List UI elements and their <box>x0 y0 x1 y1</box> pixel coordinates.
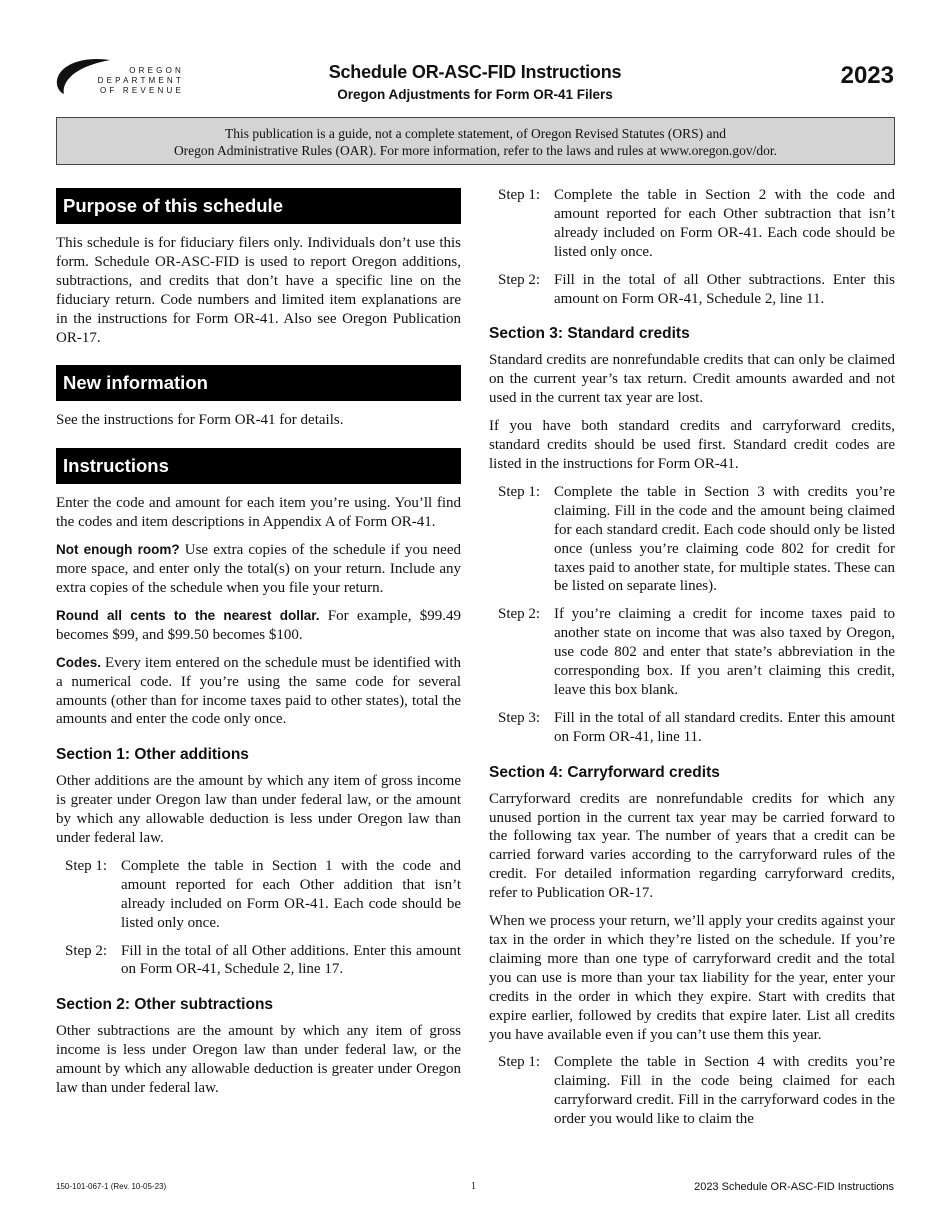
section-3-step-1 <box>489 483 895 596</box>
section-3-step-3 <box>489 709 895 747</box>
instructions-paragraph: Enter the code and amount for each item you’re using. You’ll find the codes and item descriptions in Appendix A of Form OR-41. <box>56 495 461 531</box>
step-text: Fill in the total of all Other subtractions. Enter this amount on Form OR-41, Schedule 2, line 11. <box>554 271 895 307</box>
purpose-paragraph: This schedule is for fiduciary filers only. Individuals don’t use this form. Schedule OR-ASC-FID is used to report Oregon additions, subtractions, and credits that don’t have a specific line on the fiduciary return. Code numbers and limited item explanations are in the instructions for Form OR-41. Also see Oregon Publication OR-17. <box>56 235 461 346</box>
not-enough-room-paragraph <box>56 541 461 598</box>
step-label: Step 2: <box>498 271 541 288</box>
new-information-paragraph: See the instructions for Form OR-41 for details. <box>56 412 344 429</box>
section-3-heading: Section 3: Standard credits <box>489 325 690 343</box>
section-2-step-1 <box>489 186 895 262</box>
section-2-step-2 <box>489 271 895 309</box>
codes-text: Every item entered on the schedule must be identified with a numerical code. If you’re using the same code for several amounts (other than for income taxes paid to other states), total the amounts and enter the code only once. <box>56 654 461 728</box>
logo-line-oregon: OREGON <box>129 66 184 75</box>
logo-line-department: DEPARTMENT <box>97 76 184 85</box>
step-label: Step 1: <box>498 187 541 203</box>
section-3-step-2 <box>489 605 895 700</box>
section-4-paragraph-2: When we process your return, we’ll apply your credits against your tax in the order in which they’re listed on the schedule. If you’re claiming more than one type of carryforward credit and the total you can use is more than your tax liability for the year, enter your credits in the order in which they expire. Start with credits that expire earlier, followed by credits that expire later. List all credits you have available even if you can’t use them this year. <box>489 913 895 1043</box>
codes-paragraph <box>56 654 461 730</box>
section-1-paragraph: Other additions are the amount by which any item of gross income is greater under Oregon law than under federal law, or the amount by which any allowable deduction is less under Oregon law than under federal law. <box>56 773 461 847</box>
new-information-heading: New information <box>56 365 461 401</box>
rounding-lead: Round all cents to the nearest dollar. <box>56 607 320 623</box>
step-label: Step 1: <box>498 1054 541 1071</box>
right-column <box>489 186 895 1138</box>
document-subtitle: Oregon Adjustments for Form OR-41 Filers <box>337 87 613 102</box>
rounding-text: For example, $99.49 becomes $99, and $99.50 becomes $100. <box>56 607 461 643</box>
section-1-step-1 <box>56 857 461 933</box>
notice-line-1: This publication is a guide, not a complete statement, of Oregon Revised Statutes (ORS) and <box>225 126 726 141</box>
section-1-heading: Section 1: Other additions <box>56 746 249 764</box>
oregon-dor-logo <box>54 54 194 104</box>
section-2-paragraph: Other subtractions are the amount by which any item of gross income is less under Oregon law than under federal law, or the amount by which any allowable deduction is greater under Oregon law than under federal law. <box>56 1023 461 1097</box>
step-text: Complete the table in Section 1 with the code and amount reported for each Other addition that isn’t already included on Form OR-41. Each code should be listed only once. <box>121 857 461 931</box>
left-column <box>56 188 461 1107</box>
section-2-heading: Section 2: Other subtractions <box>56 996 274 1014</box>
step-text: Complete the table in Section 3 with credits you’re claiming. Fill in the code and the amount being claimed for each standard credit. Each code should only be listed once (unless you’re claiming code 802 for credit for taxes paid to another state, for multiple states. These can be listed on separate lines). <box>554 483 895 595</box>
step-text: Complete the table in Section 2 with the code and amount reported for each Other subtraction that isn’t already included on Form OR-41. Each code should be listed only once. <box>554 187 895 260</box>
step-label: Step 2: <box>65 942 108 959</box>
footer-document-name: 2023 Schedule OR-ASC-FID Instructions <box>694 1181 894 1193</box>
step-label: Step 1: <box>498 483 541 500</box>
step-label: Step 2: <box>498 606 541 623</box>
section-4-paragraph-1: Carryforward credits are nonrefundable credits for which any unused portion in the current tax year may be carried forward to the following tax year. The number of years that a credit can be carried forward varies according to the carryforward rules of the credit. For detailed information regarding carryforward credits, refer to Publication OR-17. <box>489 790 895 902</box>
purpose-heading: Purpose of this schedule <box>56 188 461 224</box>
not-enough-room-text: Use extra copies of the schedule if you need more space, and enter only the total(s) on your return. Include any extra copies of the schedule when you file your return. <box>56 542 462 596</box>
instructions-heading: Instructions <box>56 448 461 484</box>
section-3-paragraph-2: If you have both standard credits and carryforward credits, standard credits should be used first. Standard credit codes are listed in the instructions for Form OR-41. <box>489 418 895 472</box>
document-title: Schedule OR-ASC-FID Instructions <box>328 62 622 82</box>
legal-notice-box <box>56 117 895 165</box>
step-text: Fill in the total of all Other additions. Enter this amount on Form OR-41, Schedule 2, line 17. <box>121 942 461 978</box>
step-text: If you’re claiming a credit for income taxes paid to another state on income that was also taxed by Oregon, use code 802 and enter that state’s abbreviation in the corresponding box. If you aren’t claiming this credit, leave this box blank. <box>554 606 895 698</box>
rounding-paragraph <box>56 607 461 645</box>
notice-line-2: Oregon Administrative Rules (OAR). For more information, refer to the laws and rules at www.oregon.gov/dor. <box>173 143 778 158</box>
section-3-paragraph-1: Standard credits are nonrefundable credits that can only be claimed on the current year’s tax return. Credit amounts awarded and not used in the current tax year are lost. <box>489 352 895 407</box>
form-number: 150-101-067-1 (Rev. 10-05-23) <box>56 1182 167 1191</box>
section-1-step-2 <box>56 942 461 980</box>
step-text: Complete the table in Section 4 with credits you’re claiming. Fill in the code being claimed for each carryforward credit. Fill in the carryforward codes in the order you would like to claim the <box>554 1054 895 1128</box>
step-label: Step 1: <box>65 857 108 874</box>
section-4-step-1 <box>489 1053 895 1129</box>
step-text: Fill in the total of all standard credits. Enter this amount on Form OR-41, line 11. <box>554 709 895 745</box>
page-number: 1 <box>471 1181 476 1192</box>
not-enough-room-lead: Not enough room? <box>56 542 180 558</box>
codes-lead: Codes. <box>56 654 102 670</box>
document-year: 2023 <box>840 62 894 89</box>
section-4-heading: Section 4: Carryforward credits <box>489 763 720 781</box>
logo-line-revenue: OF REVENUE <box>99 86 184 95</box>
step-label: Step 3: <box>498 709 541 726</box>
